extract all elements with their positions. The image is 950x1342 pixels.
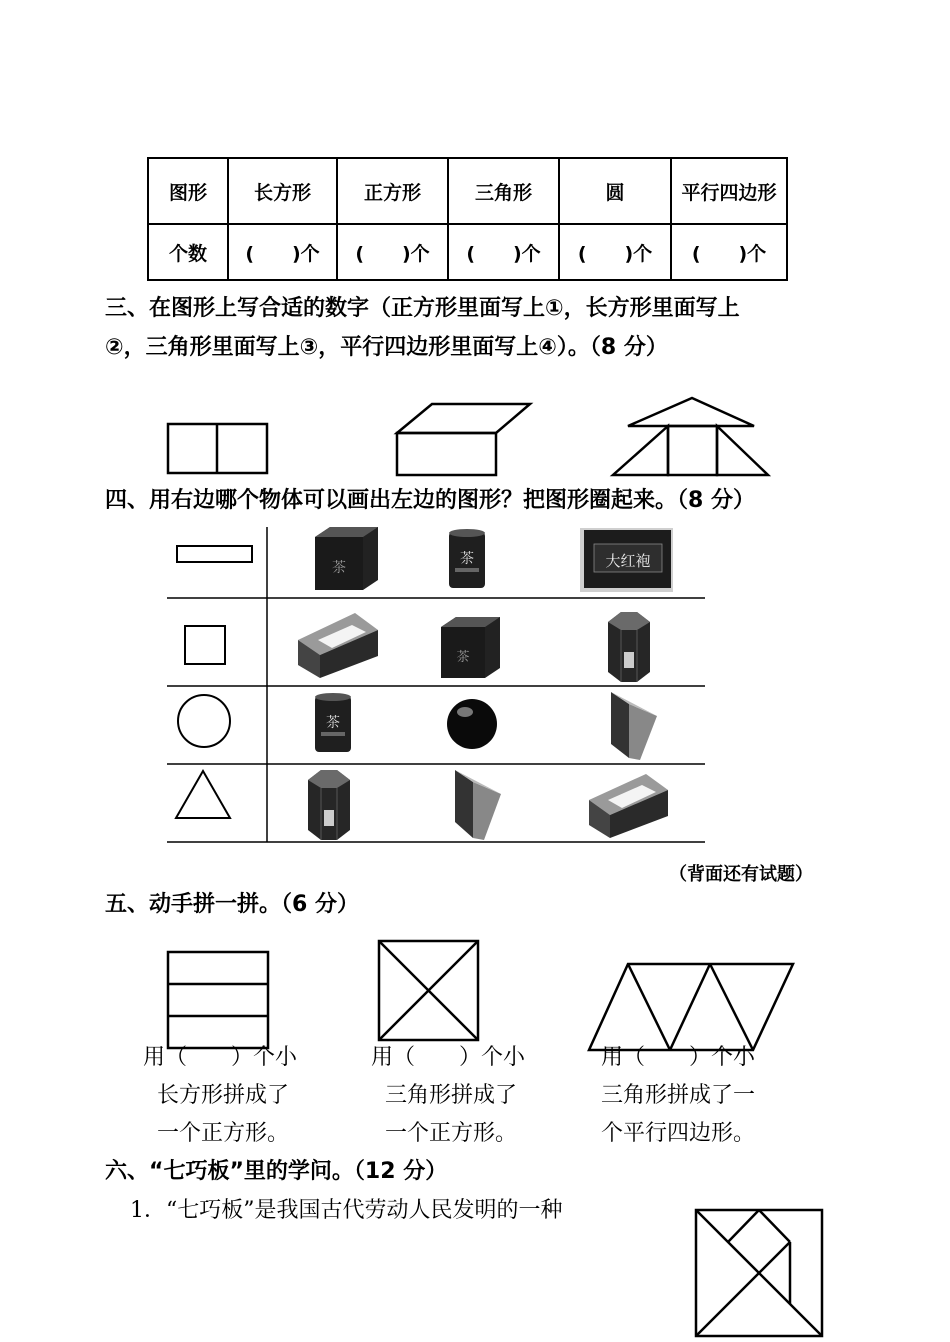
- caption-3-line3: 个平行四边形。: [601, 1121, 756, 1146]
- table-cell: 个数: [148, 224, 228, 280]
- section3-line2: ②，三角形里面写上③，平行四边形里面写上④）。（8 分）: [105, 335, 668, 360]
- back-note: （背面还有试题）: [669, 864, 813, 885]
- svg-text:茶: 茶: [460, 551, 474, 567]
- section5-title: 五、动手拼一拼。（6 分）: [105, 892, 359, 917]
- caption-2-line1: 用（ ）个小: [371, 1045, 526, 1070]
- section6-title: 六、“七巧板”里的学问。（12 分）: [105, 1159, 448, 1184]
- svg-text:茶: 茶: [456, 650, 470, 665]
- svg-text:大红袍: 大红袍: [605, 552, 651, 570]
- section3-line1: 三、在图形上写合适的数字（正方形里面写上①，长方形里面写上: [105, 296, 740, 321]
- table-cell: 长方形: [228, 158, 337, 224]
- caption-3-line1: 用（ ）个小: [601, 1045, 756, 1070]
- table-cell: 正方形: [337, 158, 448, 224]
- svg-text:茶: 茶: [332, 560, 346, 576]
- svg-text:茶: 茶: [326, 715, 340, 731]
- caption-1-line3: 一个正方形。: [157, 1121, 290, 1146]
- caption-2-line2: 三角形拼成了: [385, 1083, 518, 1108]
- count-blank[interactable]: ( )个: [559, 224, 671, 280]
- section4-title: 四、用右边哪个物体可以画出左边的图形？把图形圈起来。（8 分）: [105, 488, 755, 513]
- caption-3-line2: 三角形拼成了一: [601, 1083, 756, 1108]
- table-cell: 三角形: [448, 158, 559, 224]
- count-blank[interactable]: ( )个: [671, 224, 787, 280]
- table-cell: 平行四边形: [671, 158, 787, 224]
- count-blank[interactable]: ( )个: [228, 224, 337, 280]
- count-blank[interactable]: ( )个: [337, 224, 448, 280]
- table-cell: 图形: [148, 158, 228, 224]
- caption-2-line3: 一个正方形。: [385, 1121, 518, 1146]
- caption-1-line1: 用（ ）个小: [143, 1045, 298, 1070]
- table-cell: 圆: [559, 158, 671, 224]
- count-blank[interactable]: ( )个: [448, 224, 559, 280]
- caption-1-line2: 长方形拼成了: [157, 1083, 290, 1108]
- section6-question-1: 1．“七巧板”是我国古代劳动人民发明的一种: [130, 1198, 563, 1223]
